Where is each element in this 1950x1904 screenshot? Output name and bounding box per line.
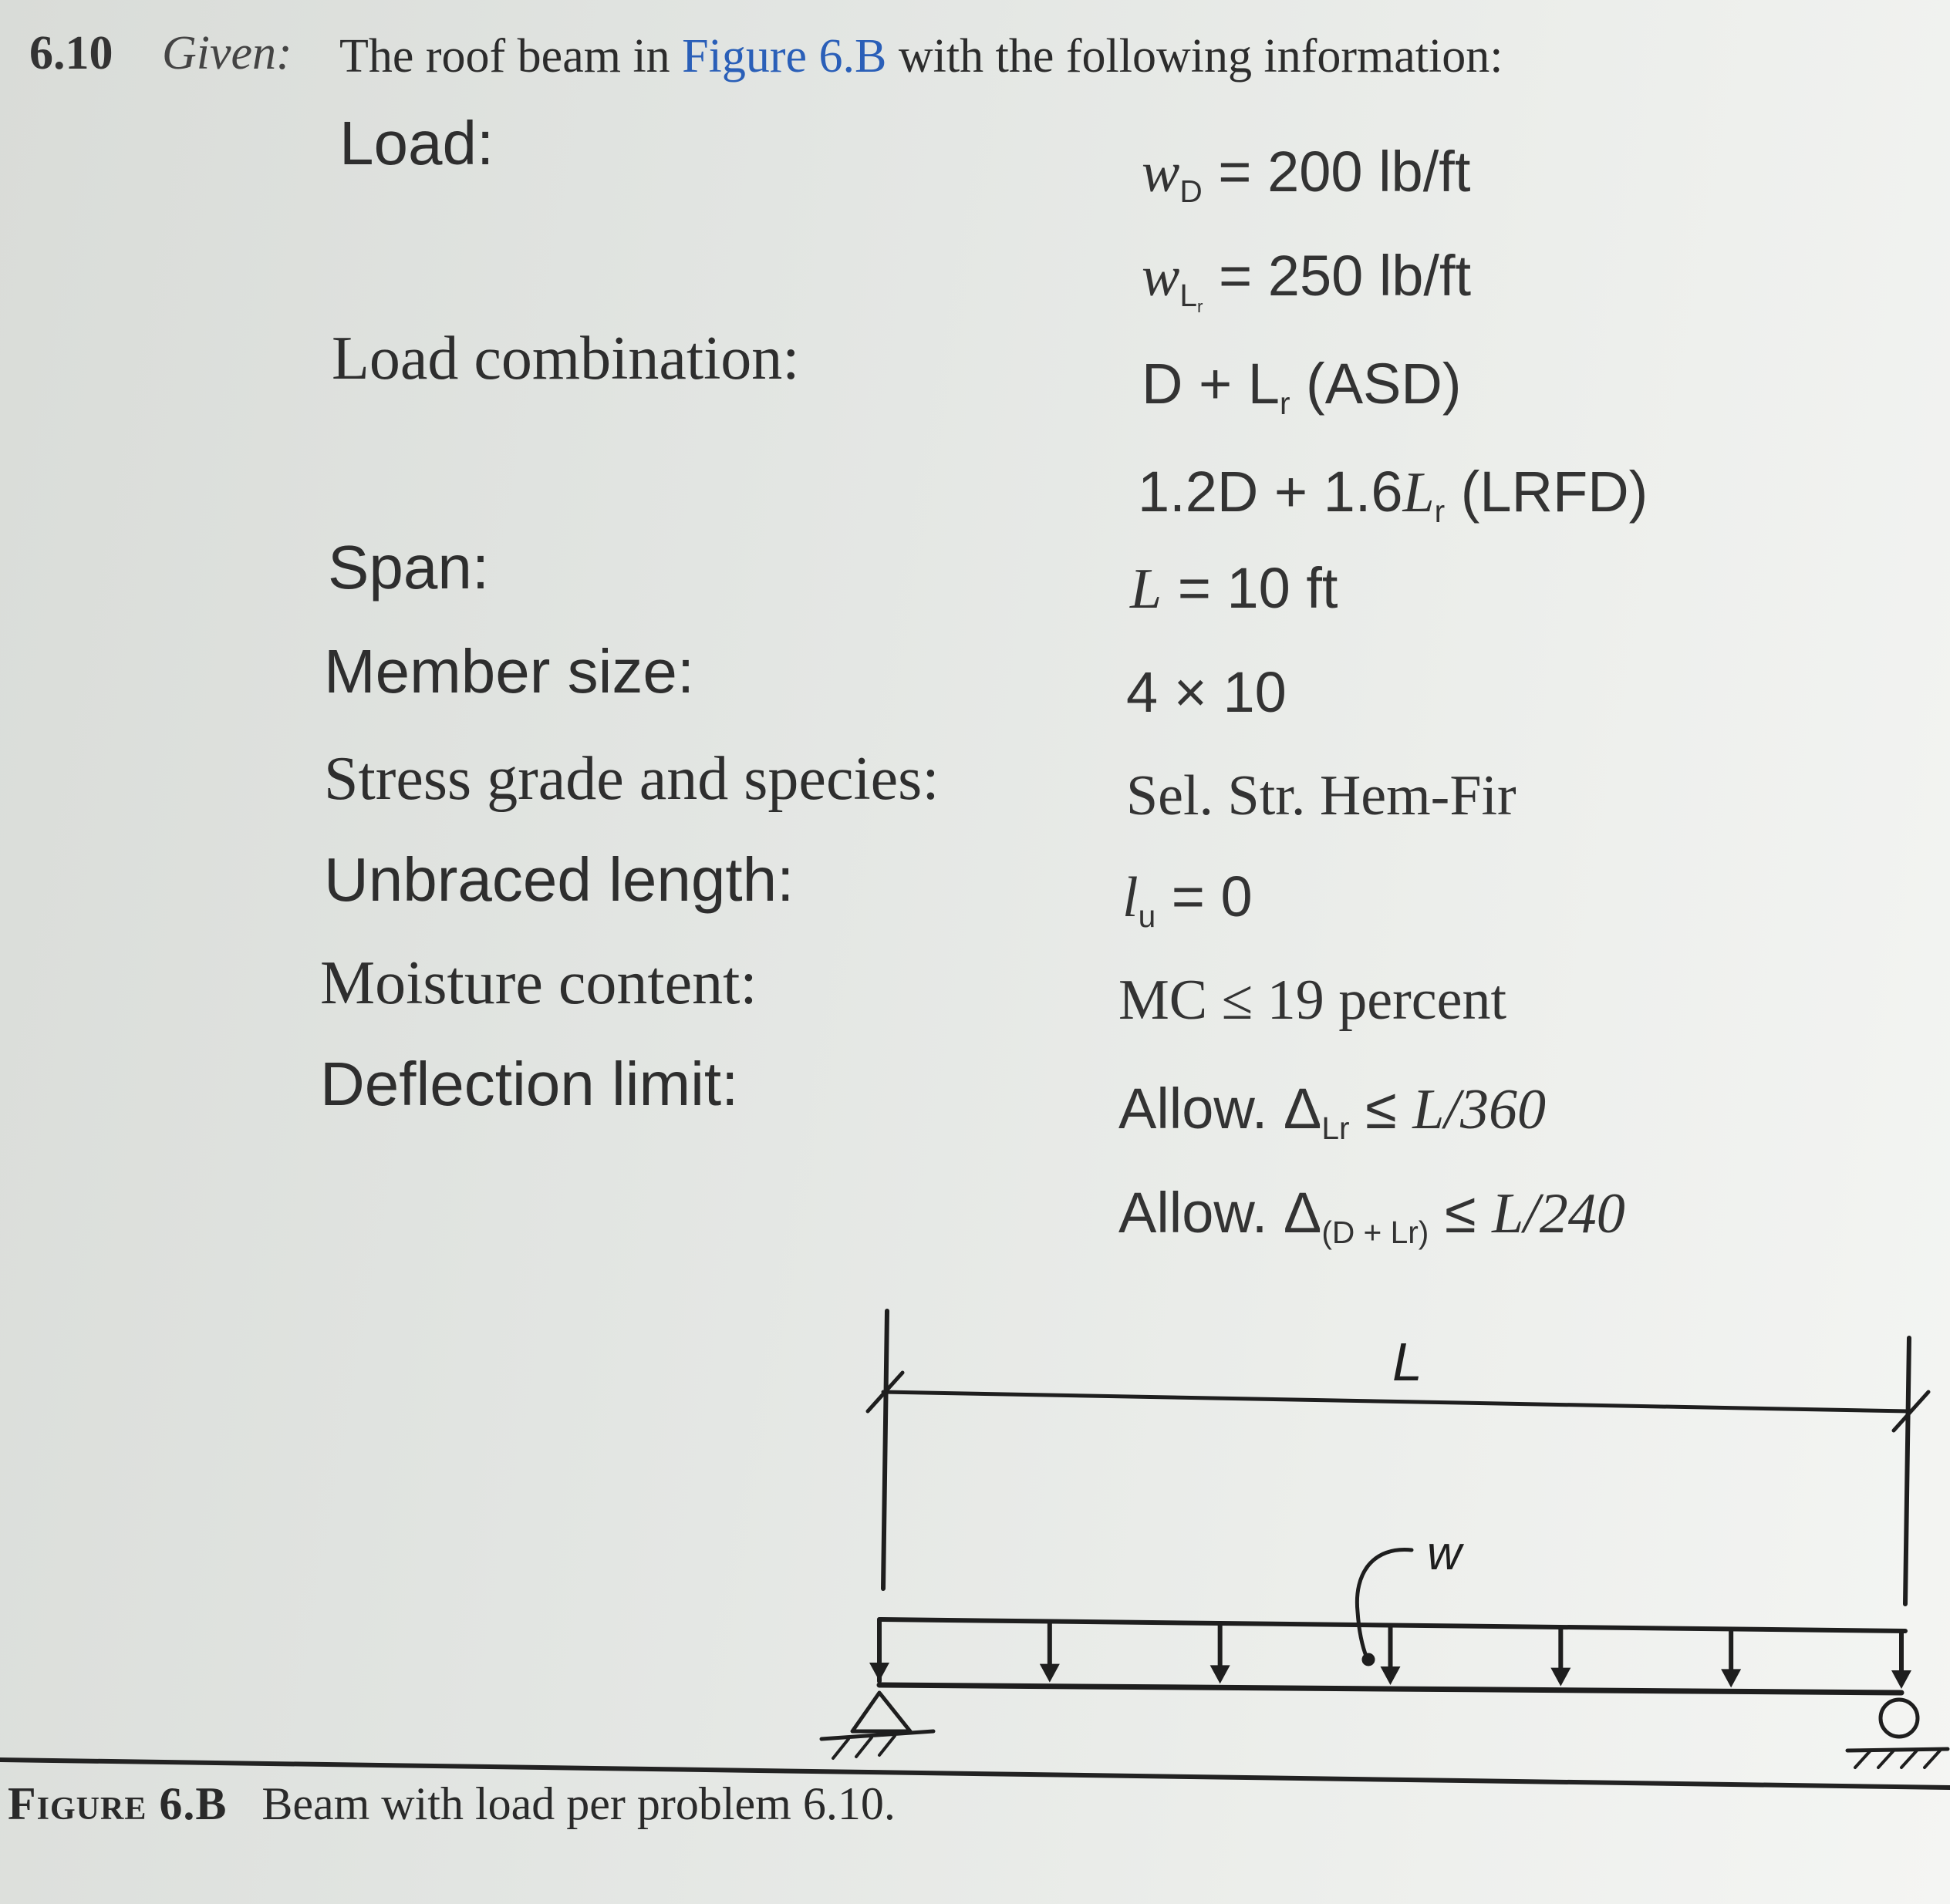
lrfd-post: (LRFD) [1445,460,1648,524]
member-size-label: Member size: [324,637,695,706]
figure-caption-text: Beam with load per problem 6.10. [261,1778,896,1829]
extension-line-left [883,1311,887,1589]
wl-sub-sub: r [1197,297,1203,317]
wd-subscript: D [1179,174,1203,210]
wd-symbol: w [1142,141,1180,204]
load-leader-dot [1362,1653,1375,1666]
roller-hatch-1 [1855,1751,1871,1768]
deflection-limit-label: Deflection limit: [320,1050,739,1118]
asd-sub: r [1279,386,1290,422]
stress-grade-value: Sel. Str. Hem-Fir [1126,764,1516,827]
extension-line-right [1905,1338,1909,1604]
load-arrow-head [1891,1670,1911,1689]
intro-text-before: The roof beam in [339,30,683,83]
figure-caption [8,1778,896,1831]
figure-caption-label: Figure 6.B [8,1778,228,1829]
defl2-sub: (D + Lr) [1321,1215,1429,1251]
lrfd-pre: 1.2D + 1.6 [1138,460,1403,524]
asd-post: (ASD) [1290,352,1462,416]
unbraced-length-label: Unbraced length: [324,845,795,914]
roller-hatch-2 [1878,1751,1894,1768]
load-label: Load: [339,109,494,177]
span-dimension-label: L [1392,1332,1422,1392]
lrfd-L: L [1402,461,1435,524]
defl2-pre: Allow. Δ [1118,1181,1322,1245]
beam-line [879,1685,1901,1693]
wl-symbol: w [1142,245,1180,308]
lrfd-sub: r [1434,494,1446,530]
roller-support [1881,1700,1918,1737]
load-arrow-head [1381,1666,1401,1685]
stress-grade-label: Stress grade and species: [324,745,940,813]
roller-hatch-4 [1925,1751,1940,1768]
span-label: Span: [328,533,490,602]
span-symbol: L [1130,558,1162,621]
load-arrow-head [869,1663,889,1681]
load-arrow-head [1040,1664,1060,1683]
load-combination-label: Load combination: [332,325,800,393]
defl2-limit: L/240 [1492,1182,1625,1245]
unbraced-sub: u [1138,898,1156,935]
defl1-pre: Allow. Δ [1118,1077,1322,1141]
load-arrow-head [1721,1669,1741,1687]
moisture-content-label: Moisture content: [320,949,757,1017]
wl-sub-main: L [1179,278,1197,314]
load-w-label: w [1427,1527,1462,1580]
load-leader-curve [1357,1550,1412,1658]
moisture-content-value: MC ≤ 19 percent [1118,969,1507,1032]
unbraced-rest: = 0 [1155,864,1253,928]
defl1-limit: L/360 [1412,1078,1546,1141]
given-label: Given: [162,27,292,79]
figure-link[interactable]: Figure 6.B [682,30,887,83]
dimension-line [883,1392,1909,1411]
roller-ground [1847,1749,1948,1751]
defl1-post: ≤ [1349,1077,1413,1141]
roller-hatch-3 [1901,1751,1917,1768]
defl2-post: ≤ [1429,1181,1493,1245]
member-size-value: 4 × 10 [1126,660,1287,724]
intro-text-after: with the following information: [886,30,1503,83]
asd-pre: D + L [1142,352,1280,416]
pin-support [852,1693,910,1731]
load-arrow-head [1210,1665,1230,1683]
wl-rest: = 250 lb/ft [1203,244,1472,308]
pin-hatch-2 [856,1737,872,1757]
pin-hatch-3 [879,1736,895,1755]
span-rest: = 10 ft [1162,556,1338,620]
pin-hatch-1 [833,1739,848,1758]
caption-gap [227,1778,261,1829]
problem-number: 6.10 [29,27,113,79]
wd-rest: = 200 lb/ft [1202,140,1471,204]
defl1-sub: Lr [1321,1110,1350,1147]
unbraced-symbol: l [1122,866,1139,929]
load-arrow-head [1550,1668,1570,1687]
